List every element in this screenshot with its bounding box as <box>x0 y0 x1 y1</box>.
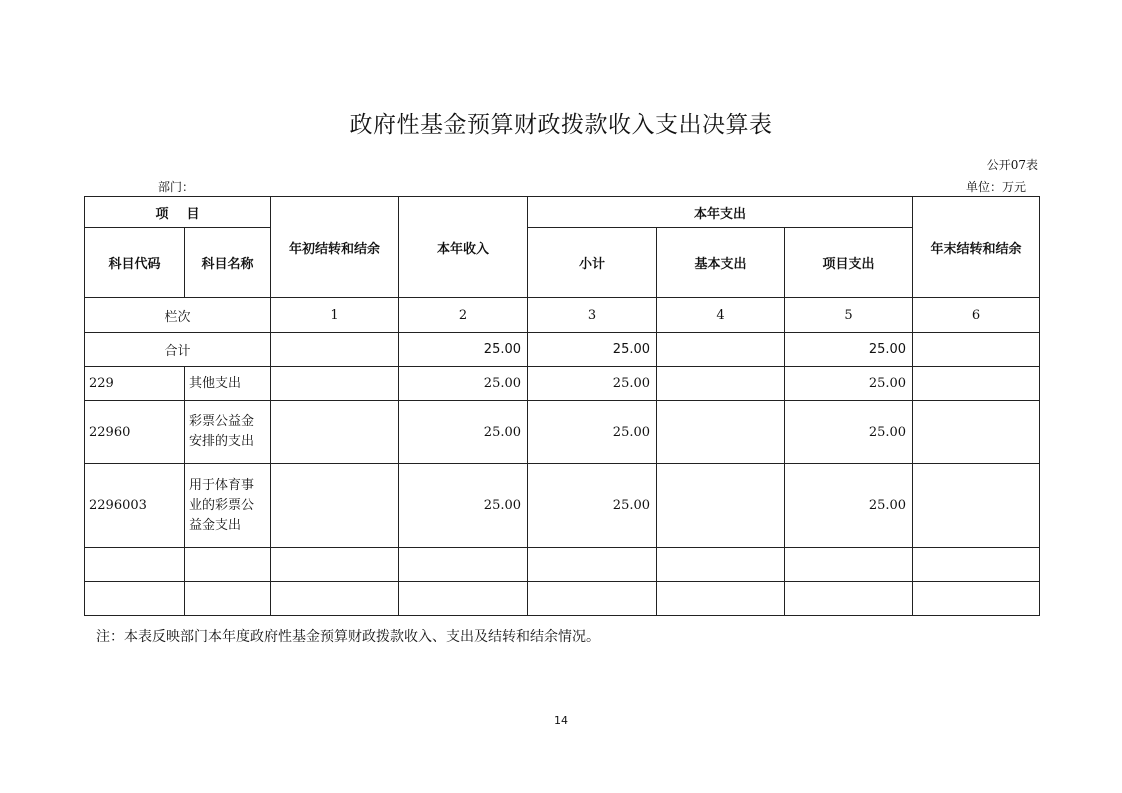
row-cell <box>657 367 785 401</box>
row-cell <box>913 367 1040 401</box>
row-code: 229 <box>85 367 185 401</box>
header-item: 项 目 <box>85 197 271 228</box>
table-row <box>85 401 1040 464</box>
row-cell <box>657 401 785 464</box>
row-cell: 25.00 <box>785 464 913 548</box>
column-number-row <box>85 298 1040 333</box>
row-cell: 25.00 <box>399 464 528 548</box>
row-name: 用于体育事业的彩票公益金支出 <box>185 464 271 548</box>
table-row <box>85 367 1040 401</box>
department-label: 部门： <box>158 180 195 194</box>
total-row <box>85 333 1040 367</box>
unit-label: 单位：万元 <box>965 180 1026 194</box>
total-cell <box>271 333 399 367</box>
total-cell <box>657 333 785 367</box>
header-name: 科目名称 <box>185 228 271 298</box>
empty-row <box>85 548 1040 582</box>
row-name: 彩票公益金安排的支出 <box>185 401 271 464</box>
row-cell: 25.00 <box>528 367 657 401</box>
total-cell: 25.00 <box>528 333 657 367</box>
total-cell <box>913 333 1040 367</box>
row-code: 2296003 <box>85 464 185 548</box>
header-project: 项目支出 <box>785 228 913 298</box>
row-cell: 25.00 <box>528 401 657 464</box>
total-cell: 25.00 <box>785 333 913 367</box>
row-cell: 25.00 <box>399 401 528 464</box>
row-cell: 25.00 <box>785 401 913 464</box>
row-cell <box>271 401 399 464</box>
row-cell: 25.00 <box>785 367 913 401</box>
header-subtotal: 小计 <box>528 228 657 298</box>
form-number: 公开07表 <box>986 158 1038 172</box>
column-number: 3 <box>528 298 657 333</box>
page-title: 政府性基金预算财政拨款收入支出决算表 <box>349 112 773 138</box>
empty-row <box>85 582 1040 616</box>
row-cell <box>271 464 399 548</box>
column-number: 6 <box>913 298 1040 333</box>
row-cell <box>913 401 1040 464</box>
row-cell: 25.00 <box>528 464 657 548</box>
row-cell <box>657 464 785 548</box>
row-cell <box>271 367 399 401</box>
column-number-label: 栏次 <box>85 298 271 333</box>
row-code: 22960 <box>85 401 185 464</box>
column-number: 5 <box>785 298 913 333</box>
row-cell <box>913 464 1040 548</box>
budget-table <box>84 196 1040 616</box>
header-income: 本年收入 <box>399 197 528 298</box>
column-number: 1 <box>271 298 399 333</box>
header-end-balance: 年末结转和结余 <box>913 197 1040 298</box>
row-cell: 25.00 <box>399 367 528 401</box>
column-number: 4 <box>657 298 785 333</box>
header-expense: 本年支出 <box>528 197 913 228</box>
table-row <box>85 464 1040 548</box>
table-note: 注：本表反映部门本年度政府性基金预算财政拨款收入、支出及结转和结余情况。 <box>96 629 600 645</box>
header-begin-balance: 年初结转和结余 <box>271 197 399 298</box>
total-cell: 25.00 <box>399 333 528 367</box>
header-basic: 基本支出 <box>657 228 785 298</box>
column-number: 2 <box>399 298 528 333</box>
row-name: 其他支出 <box>185 367 271 401</box>
header-code: 科目代码 <box>85 228 185 298</box>
page-number: 14 <box>554 714 568 727</box>
total-label: 合计 <box>85 333 271 367</box>
